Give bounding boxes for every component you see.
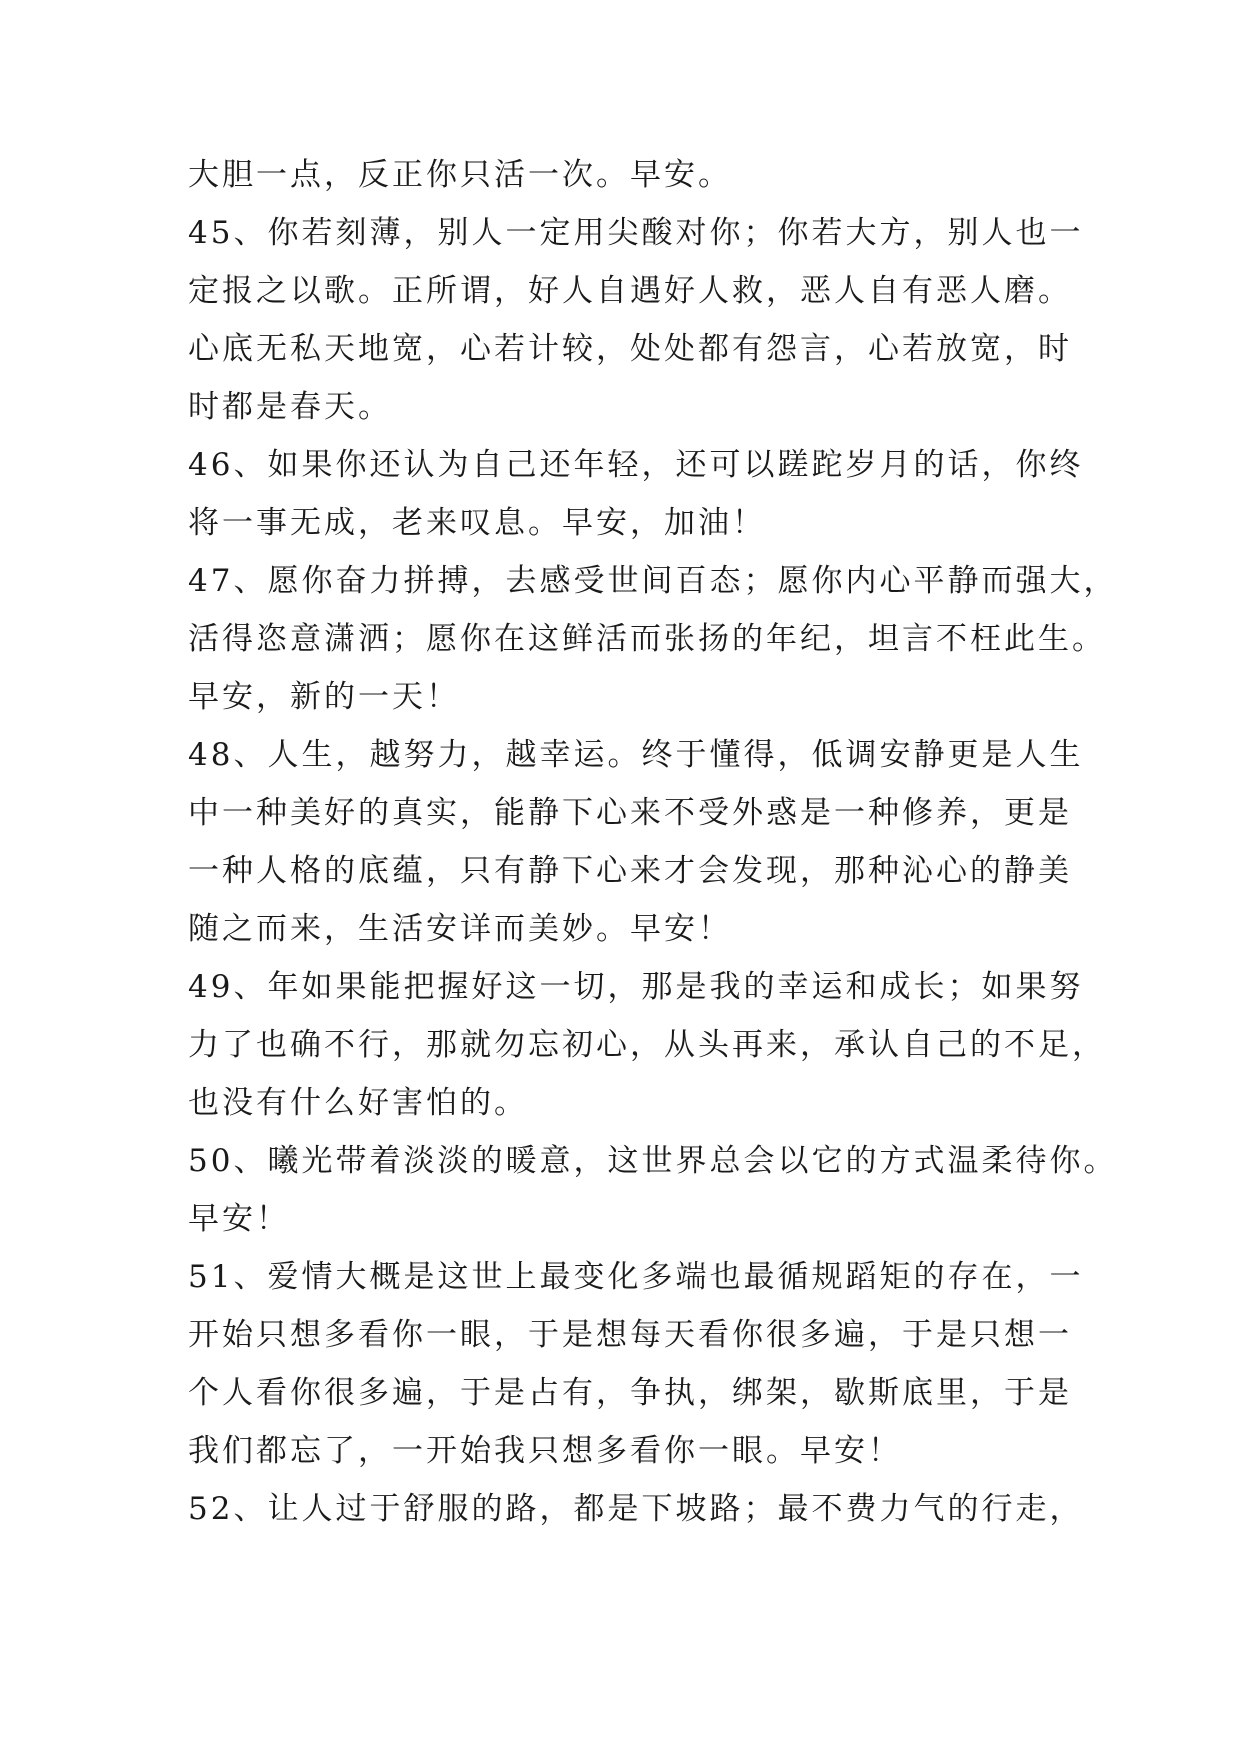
- document-body: [188, 157, 1118, 1552]
- text-line: 中一种美好的真实，能静下心来不受外惑是一种修养，更是: [188, 795, 1072, 831]
- text-line: 一种人格的底蕴，只有静下心来才会发现，那种沁心的静美: [188, 853, 1072, 889]
- text-line: 将一事无成，老来叹息。早安，加油！: [188, 505, 766, 541]
- text-line: 也没有什么好害怕的。: [188, 1085, 528, 1121]
- text-line: 心底无私天地宽，心若计较，处处都有怨言，心若放宽，时: [188, 331, 1072, 367]
- text-line: 早安，新的一天！: [188, 679, 460, 715]
- text-line: 定报之以歌。正所谓，好人自遇好人救，恶人自有恶人磨。: [188, 273, 1072, 309]
- text-line: 我们都忘了，一开始我只想多看你一眼。早安！: [188, 1433, 902, 1469]
- text-line: 46、如果你还认为自己还年轻，还可以蹉跎岁月的话，你终: [188, 447, 1084, 483]
- text-line: 活得恣意潇洒；愿你在这鲜活而张扬的年纪，坦言不枉此生。: [188, 621, 1106, 657]
- text-line: 51、爱情大概是这世上最变化多端也最循规蹈矩的存在，一: [188, 1259, 1084, 1295]
- text-line: 开始只想多看你一眼，于是想每天看你很多遍，于是只想一: [188, 1317, 1072, 1353]
- text-line: 45、你若刻薄，别人一定用尖酸对你；你若大方，别人也一: [188, 215, 1084, 251]
- text-line: 个人看你很多遍，于是占有，争执，绑架，歇斯底里，于是: [188, 1375, 1072, 1411]
- text-line: 48、人生，越努力，越幸运。终于懂得，低调安静更是人生: [188, 737, 1084, 773]
- text-line: 49、年如果能把握好这一切，那是我的幸运和成长；如果努: [188, 969, 1084, 1005]
- text-line: 47、愿你奋力拼搏，去感受世间百态；愿你内心平静而强大，: [188, 563, 1118, 599]
- text-line: 力了也确不行，那就勿忘初心，从头再来，承认自己的不足，: [188, 1027, 1106, 1063]
- text-line: 50、曦光带着淡淡的暖意，这世界总会以它的方式温柔待你。: [188, 1143, 1118, 1179]
- text-line: 时都是春天。: [188, 389, 392, 425]
- text-line: 随之而来，生活安详而美妙。早安！: [188, 911, 732, 947]
- text-line: 大胆一点，反正你只活一次。早安。: [188, 157, 732, 193]
- text-line: 52、让人过于舒服的路，都是下坡路；最不费力气的行走，: [188, 1491, 1084, 1527]
- text-line: 早安！: [188, 1201, 290, 1237]
